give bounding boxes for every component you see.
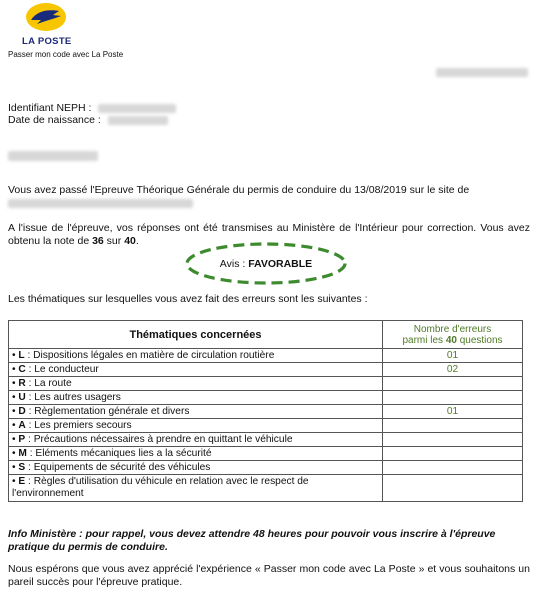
theme-errors: 01 bbox=[383, 405, 523, 419]
theme-label: : Le conducteur bbox=[25, 363, 99, 375]
theme-errors bbox=[383, 391, 523, 405]
header-errors-line2-post: questions bbox=[456, 334, 503, 346]
themes-table bbox=[8, 320, 523, 502]
table-row: • P : Précautions nécessaires à prendre en quittant le véhicule bbox=[9, 433, 523, 447]
header-errors-total: 40 bbox=[445, 334, 457, 346]
theme-label: : Dispositions légales en matière de circulation routière bbox=[24, 349, 275, 361]
theme-errors: 01 bbox=[383, 349, 523, 363]
theme-code: R bbox=[18, 377, 26, 389]
redacted-exam-site bbox=[8, 199, 193, 208]
table-row: • M : Eléments mécaniques lies a la sécurité bbox=[9, 447, 523, 461]
table-row: • A : Les premiers secours bbox=[9, 419, 523, 433]
intro-text: Vous avez passé l'Epreuve Théorique Générale du permis de conduire du 13/08/2019 sur le site de bbox=[8, 184, 470, 196]
redacted-birth-date bbox=[108, 116, 168, 125]
themes-header-row bbox=[9, 321, 523, 349]
birth-date-label: Date de naissance : bbox=[8, 114, 101, 126]
intro-paragraph bbox=[8, 184, 530, 208]
theme-errors bbox=[383, 461, 523, 475]
table-row: • E : Règles d'utilisation du véhicule en relation avec le respect de l'environnement bbox=[9, 475, 523, 502]
avis-text bbox=[184, 241, 348, 286]
closing-paragraph: Nous espérons que vous avez apprécié l'expérience « Passer mon code avec La Poste » et vous souhaitons un pareil succès pour l'épreuve pratique. bbox=[8, 563, 530, 588]
theme-label: : Les autres usagers bbox=[25, 391, 121, 403]
theme-code: D bbox=[18, 405, 26, 417]
header-errors-line1: Nombre d'erreurs bbox=[413, 323, 492, 335]
theme-code: P bbox=[18, 433, 26, 445]
theme-errors bbox=[383, 433, 523, 447]
result-score: 36 bbox=[92, 234, 104, 247]
header-errors bbox=[383, 321, 523, 349]
theme-errors bbox=[383, 419, 523, 433]
theme-code: U bbox=[18, 391, 26, 403]
brand-tagline: Passer mon code avec La Poste bbox=[8, 50, 124, 59]
avis-value: FAVORABLE bbox=[248, 257, 313, 270]
theme-label: : Règlementation générale et divers bbox=[25, 405, 190, 417]
theme-label: : Eléments mécaniques lies a la sécurité bbox=[26, 447, 212, 459]
table-row: • S : Equipements de sécurité des véhicules bbox=[9, 461, 523, 475]
theme-code: L bbox=[18, 349, 25, 361]
theme-label: : Précautions nécessaires à prendre en quittant le véhicule bbox=[25, 433, 293, 445]
table-row: • R : La route bbox=[9, 377, 523, 391]
theme-label: : Les premiers secours bbox=[25, 419, 132, 431]
theme-label: : Règles d'utilisation du véhicule en relation avec le respect de l'environnement bbox=[12, 476, 309, 499]
ministry-info: Info Ministère : pour rappel, vous devez attendre 48 heures pour pouvoir vous inscrire à l'épreuve pratique du permis de conduire. bbox=[8, 528, 496, 553]
result-text-after: . bbox=[135, 234, 139, 247]
avis-label: Avis : bbox=[219, 257, 246, 270]
redacted-place-date bbox=[436, 68, 528, 77]
theme-code: M bbox=[18, 447, 27, 459]
theme-errors bbox=[383, 475, 523, 502]
letter-header bbox=[8, 2, 128, 62]
table-row: • C : Le conducteur 02 bbox=[9, 363, 523, 377]
theme-errors: 02 bbox=[383, 363, 523, 377]
neph-label: Identifiant NEPH : bbox=[8, 102, 92, 114]
table-row: • L : Dispositions légales en matière de circulation routière 01 bbox=[9, 349, 523, 363]
theme-errors bbox=[383, 447, 523, 461]
theme-code: S bbox=[18, 461, 26, 473]
header-theme: Thématiques concernées bbox=[9, 321, 383, 349]
birth-date-line bbox=[8, 114, 168, 126]
theme-code: E bbox=[18, 476, 26, 487]
la-poste-bird-icon bbox=[25, 2, 67, 32]
theme-code: A bbox=[18, 419, 26, 431]
redacted-neph bbox=[98, 104, 176, 113]
table-row: • U : Les autres usagers bbox=[9, 391, 523, 405]
theme-code: C bbox=[18, 363, 26, 375]
theme-label: : La route bbox=[25, 377, 72, 389]
themes-intro: Les thématiques sur lesquelles vous avez fait des erreurs sont les suivantes : bbox=[8, 293, 368, 305]
table-row: • D : Règlementation générale et divers 01 bbox=[9, 405, 523, 419]
theme-errors bbox=[383, 377, 523, 391]
brand-name: LA POSTE bbox=[22, 36, 72, 47]
header-errors-line2-pre: parmi les bbox=[402, 334, 446, 346]
neph-line bbox=[8, 102, 176, 114]
avis-box bbox=[184, 241, 348, 286]
theme-label: : Equipements de sécurité des véhicules bbox=[25, 461, 211, 473]
redacted-recipient bbox=[8, 151, 98, 161]
result-text-middle: sur bbox=[103, 234, 125, 247]
result-max: 40 bbox=[124, 234, 136, 247]
result-text-before: A l'issue de l'épreuve, vos réponses ont été transmises au Ministère de l'Intérieur pour correction. Vous avez obtenu la note de bbox=[8, 222, 530, 247]
